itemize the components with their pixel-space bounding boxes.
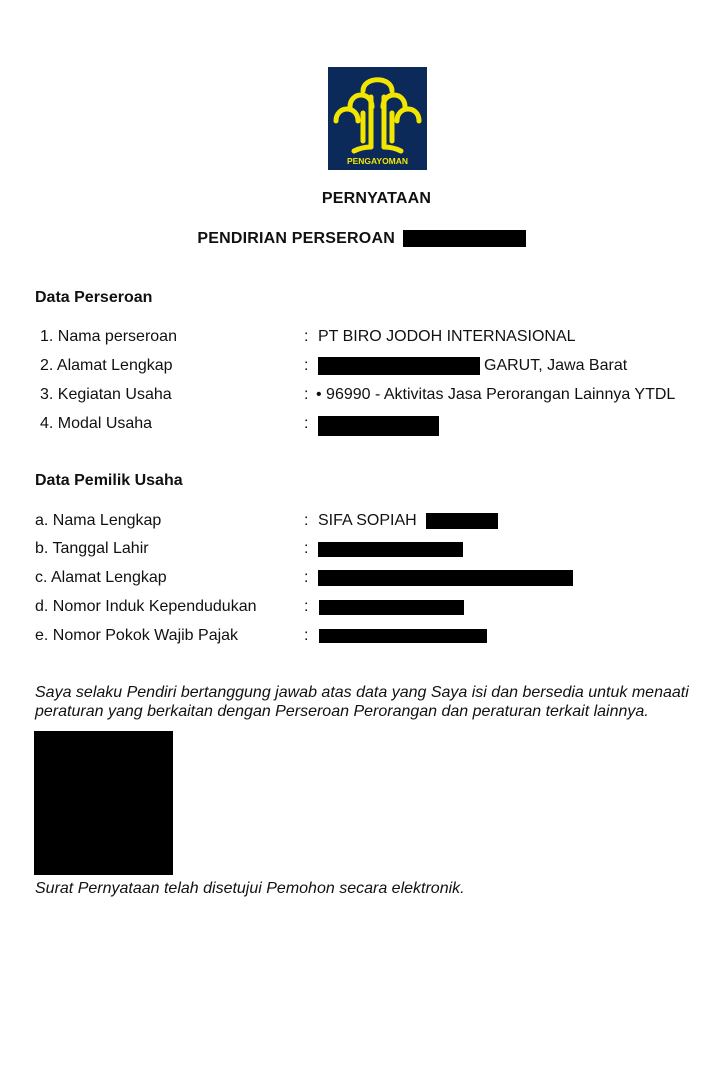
row-label: c. Alamat Lengkap bbox=[35, 569, 167, 586]
row-label: 2. Alamat Lengkap bbox=[40, 357, 173, 374]
owner-row-birthdate bbox=[0, 538, 723, 560]
row-colon: : bbox=[304, 540, 309, 557]
company-row-address bbox=[0, 355, 723, 377]
row-value: SIFA SOPIAH bbox=[318, 512, 417, 529]
pengayoman-emblem-icon bbox=[328, 67, 427, 170]
redaction-bar bbox=[319, 629, 487, 643]
row-label: a. Nama Lengkap bbox=[35, 512, 162, 529]
company-section-heading: Data Perseroan bbox=[35, 289, 153, 306]
redaction-bar bbox=[318, 542, 463, 557]
row-label: b. Tanggal Lahir bbox=[35, 540, 149, 557]
redaction-bar bbox=[318, 416, 439, 436]
row-value: PT BIRO JODOH INTERNASIONAL bbox=[318, 328, 576, 345]
owner-row-nik bbox=[0, 596, 723, 618]
pengayoman-logo bbox=[328, 67, 427, 170]
page-title: PERNYATAAN bbox=[321, 190, 432, 207]
row-label: 3. Kegiatan Usaha bbox=[40, 386, 172, 403]
redaction-bar bbox=[426, 513, 498, 529]
redaction-bar bbox=[319, 600, 464, 615]
logo-text: PENGAYOMAN bbox=[346, 156, 409, 166]
company-row-name bbox=[0, 326, 723, 348]
redaction-bar bbox=[318, 357, 480, 375]
declaration-statement bbox=[35, 683, 723, 721]
row-value: • 96990 - Aktivitas Jasa Perorangan Lainnya YTDL bbox=[316, 386, 676, 403]
redaction-bar bbox=[403, 230, 526, 247]
row-label: e. Nomor Pokok Wajib Pajak bbox=[35, 627, 239, 644]
row-colon: : bbox=[304, 627, 309, 644]
row-colon: : bbox=[304, 386, 309, 403]
owner-section-heading: Data Pemilik Usaha bbox=[35, 472, 183, 489]
page-subtitle: PENDIRIAN PERSEROAN bbox=[197, 230, 395, 247]
company-row-activity bbox=[0, 384, 723, 406]
company-row-capital bbox=[0, 413, 723, 435]
owner-row-address bbox=[0, 567, 723, 589]
redaction-bar bbox=[318, 570, 573, 586]
row-colon: : bbox=[304, 598, 309, 615]
declaration-line: Saya selaku Pendiri bertanggung jawab atas data yang Saya isi dan bersedia untuk menaati bbox=[35, 684, 689, 701]
row-colon: : bbox=[304, 415, 309, 432]
page-subtitle-line bbox=[0, 229, 723, 249]
row-colon: : bbox=[304, 328, 309, 345]
electronic-approval-note: Surat Pernyataan telah disetujui Pemohon secara elektronik. bbox=[35, 880, 465, 897]
row-colon: : bbox=[304, 569, 309, 586]
row-label: d. Nomor Induk Kependudukan bbox=[35, 598, 257, 615]
row-colon: : bbox=[304, 357, 309, 374]
owner-row-name bbox=[0, 510, 723, 532]
row-label: 4. Modal Usaha bbox=[40, 415, 153, 432]
row-value: GARUT, Jawa Barat bbox=[484, 357, 628, 374]
row-label: 1. Nama perseroan bbox=[40, 328, 177, 345]
row-colon: : bbox=[304, 512, 309, 529]
owner-row-npwp bbox=[0, 625, 723, 647]
declaration-line: peraturan yang berkaitan dengan Perseroan Perorangan dan peraturan terkait lainnya. bbox=[35, 703, 649, 720]
redacted-signature bbox=[34, 731, 173, 875]
